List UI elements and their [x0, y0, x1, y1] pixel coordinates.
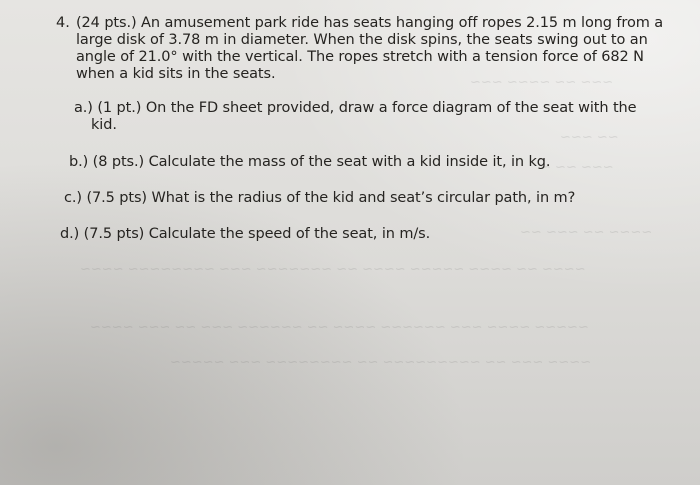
bleed-through-mark: ~~~~~ ~~~~ ~~~ ~~~~~~ ~~~~ ~~ ~~~~~~ ~~~ ~~ ~~~ ~~~~: [90, 320, 589, 335]
question-text-line: (24 pts.) An amusement park ride has seats hanging off ropes 2.15 m long from a: [76, 15, 664, 31]
question-text-line: angle of 21.0° with the vertical. The ropes stretch with a tension force of 682 N: [76, 49, 644, 65]
question-text-line: large disk of 3.78 m in diameter. When the disk spins, the seats swing out to an: [76, 32, 648, 48]
part-b-text-line: b.) (8 pts.) Calculate the mass of the seat with a kid inside it, in kg.: [69, 154, 551, 170]
part-c-text-line: c.) (7.5 pts) What is the radius of the kid and seat’s circular path, in m?: [64, 190, 576, 206]
question-text-line: when a kid sits in the seats.: [76, 66, 276, 82]
part-d-text-line: d.) (7.5 pts) Calculate the speed of the seat, in m/s.: [60, 226, 431, 242]
part-a-text-line: kid.: [91, 117, 117, 133]
part-a-text-line: a.) (1 pt.) On the FD sheet provided, draw a force diagram of the seat with the: [74, 100, 637, 116]
bleed-through-mark: ~~~~ ~~ ~~~~ ~~~~~ ~~~~ ~~ ~~~~~~~ ~~~ ~~~~~~~~ ~~~~: [80, 262, 586, 277]
bleed-through-mark: ~~~ ~~ ~: [540, 160, 614, 175]
bleed-through-mark: ~~~~ ~~ ~~~ ~~: [520, 225, 653, 240]
bleed-through-mark: ~~~~ ~~~ ~~ ~~~~~~~~~ ~~ ~~~~~~~~ ~~~ ~~~~~: [170, 355, 592, 370]
bleed-through-mark: ~~~ ~~ ~~~~ ~~~: [470, 75, 614, 90]
bleed-through-mark: ~~ ~~~: [560, 130, 619, 145]
question-number: 4.: [56, 15, 70, 31]
